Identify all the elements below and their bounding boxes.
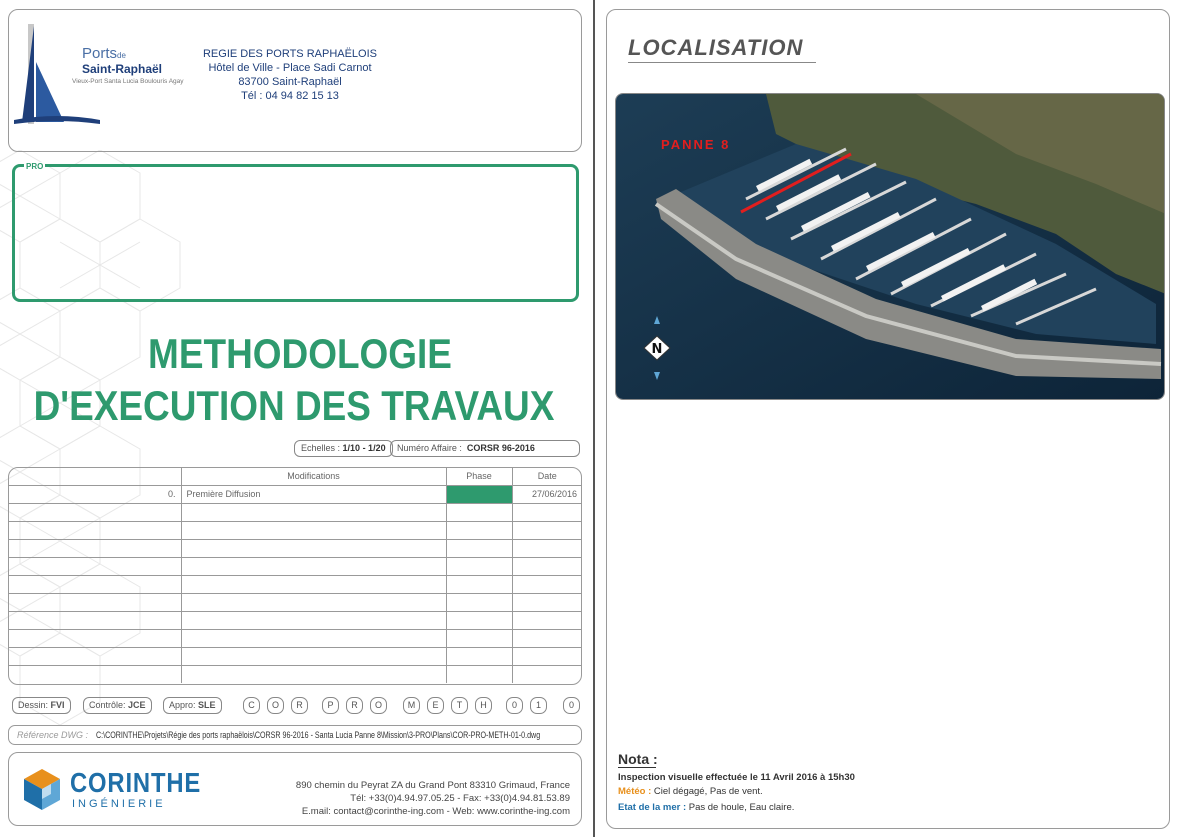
meteo-label: Météo : [618, 786, 652, 797]
code-char: 1 [530, 697, 547, 714]
code-char: H [475, 697, 492, 714]
code-char: P [322, 697, 339, 714]
localisation-title: LOCALISATION [628, 35, 804, 60]
appro-stamp: Appro: SLE [163, 697, 222, 714]
modifications-table [8, 467, 582, 683]
code-char: R [346, 697, 363, 714]
nota-inspection: Inspection visuelle effectuée le 11 Avril 2016 à 15h30 [618, 772, 855, 783]
row-phase [446, 485, 512, 503]
table-header-phase: Phase [446, 467, 512, 485]
company-address-block [296, 779, 570, 818]
reference-path: C:\CORINTHE\Projets\Régie des ports raphaëlois\CORSR 96-2016 - Santa Lucia Panne 8\Mission\3-PRO\Plans\COR-PRO-METH-01-0.dwg [96, 730, 541, 740]
main-heading-line-1: METHODOLOGIE [148, 330, 452, 377]
table-header-date: Date [512, 467, 582, 485]
table-row-empty [8, 647, 582, 665]
client-street: Hôtel de Ville - Place Sadi Carnot [208, 62, 372, 74]
table-row [8, 485, 582, 503]
main-heading-line-2: D'EXECUTION DES TRAVAUX [33, 382, 555, 429]
ports-subtitle: Vieux-Port Santa Lucia Boulouris Agay [72, 78, 184, 85]
meteo-value: Ciel dégagé, Pas de vent. [651, 786, 763, 797]
table-row-empty [8, 575, 582, 593]
ports-saint-raphael-logo [12, 22, 102, 132]
row-date: 27/06/2016 [512, 485, 582, 503]
code-char: T [451, 697, 468, 714]
row-text: Première Diffusion [181, 485, 446, 503]
company-web: E.mail: contact@corinthe-ing.com - Web: www.corinthe-ing.com [301, 806, 570, 817]
nota-title: Nota : [618, 751, 658, 767]
table-header-row [8, 467, 582, 485]
code-char: M [403, 697, 420, 714]
phase-tag: PRO [26, 162, 44, 171]
document-title-box [12, 164, 579, 302]
scales-pill: Echelles : 1/10 - 1/20 [294, 440, 393, 457]
table-row-empty [8, 503, 582, 521]
company-name: CORINTHE [70, 767, 202, 798]
code-char: C [243, 697, 260, 714]
ports-city-wordmark: Saint-Raphaël [82, 62, 163, 76]
client-city: 83700 Saint-Raphaël [238, 76, 342, 88]
code-char: O [267, 697, 284, 714]
table-row-empty [8, 629, 582, 647]
corinthe-cube-logo [22, 767, 62, 812]
nota-underline [618, 767, 656, 768]
company-phones: Tél: +33(0)4.94.97.05.25 - Fax: +33(0)4.94.81.53.89 [350, 793, 570, 804]
controle-stamp: Contrôle: JCE [83, 697, 152, 714]
code-char: O [370, 697, 387, 714]
code-char: 0 [563, 697, 580, 714]
page-divider [593, 0, 595, 837]
code-char: 0 [506, 697, 523, 714]
row-index: 0. [8, 485, 181, 503]
table-header-index [8, 467, 181, 485]
compass-letter: N [651, 342, 663, 357]
table-row-empty [8, 557, 582, 575]
table-row-empty [8, 611, 582, 629]
nota-meteo [618, 786, 763, 797]
code-char: E [427, 697, 444, 714]
company-address: 890 chemin du Peyrat ZA du Grand Pont 83310 Grimaud, France [295, 780, 570, 791]
panne-8-label: PANNE 8 [661, 137, 731, 152]
affaire-pill: Numéro Affaire : CORSR 96-2016 [390, 440, 580, 457]
table-row-empty [8, 665, 582, 683]
table-row-empty [8, 521, 582, 539]
ports-wordmark: Portsde [82, 45, 126, 62]
reference-label: Référence DWG : [17, 730, 89, 740]
table-row-empty [8, 539, 582, 557]
company-subtitle: INGÉNIERIE [72, 798, 166, 810]
mer-value: Pas de houle, Eau claire. [686, 802, 795, 813]
client-phone: Tél : 04 94 82 15 13 [241, 90, 339, 102]
table-header-modifications: Modifications [181, 467, 446, 485]
code-char: R [291, 697, 308, 714]
client-org: REGIE DES PORTS RAPHAËLOIS [202, 48, 377, 60]
localisation-underline [628, 62, 816, 63]
client-address [200, 47, 380, 103]
nota-mer [618, 802, 794, 813]
north-compass-icon [640, 312, 674, 384]
mer-label: Etat de la mer : [618, 802, 687, 813]
table-row-empty [8, 593, 582, 611]
dessin-stamp: Dessin: FVI [12, 697, 71, 714]
